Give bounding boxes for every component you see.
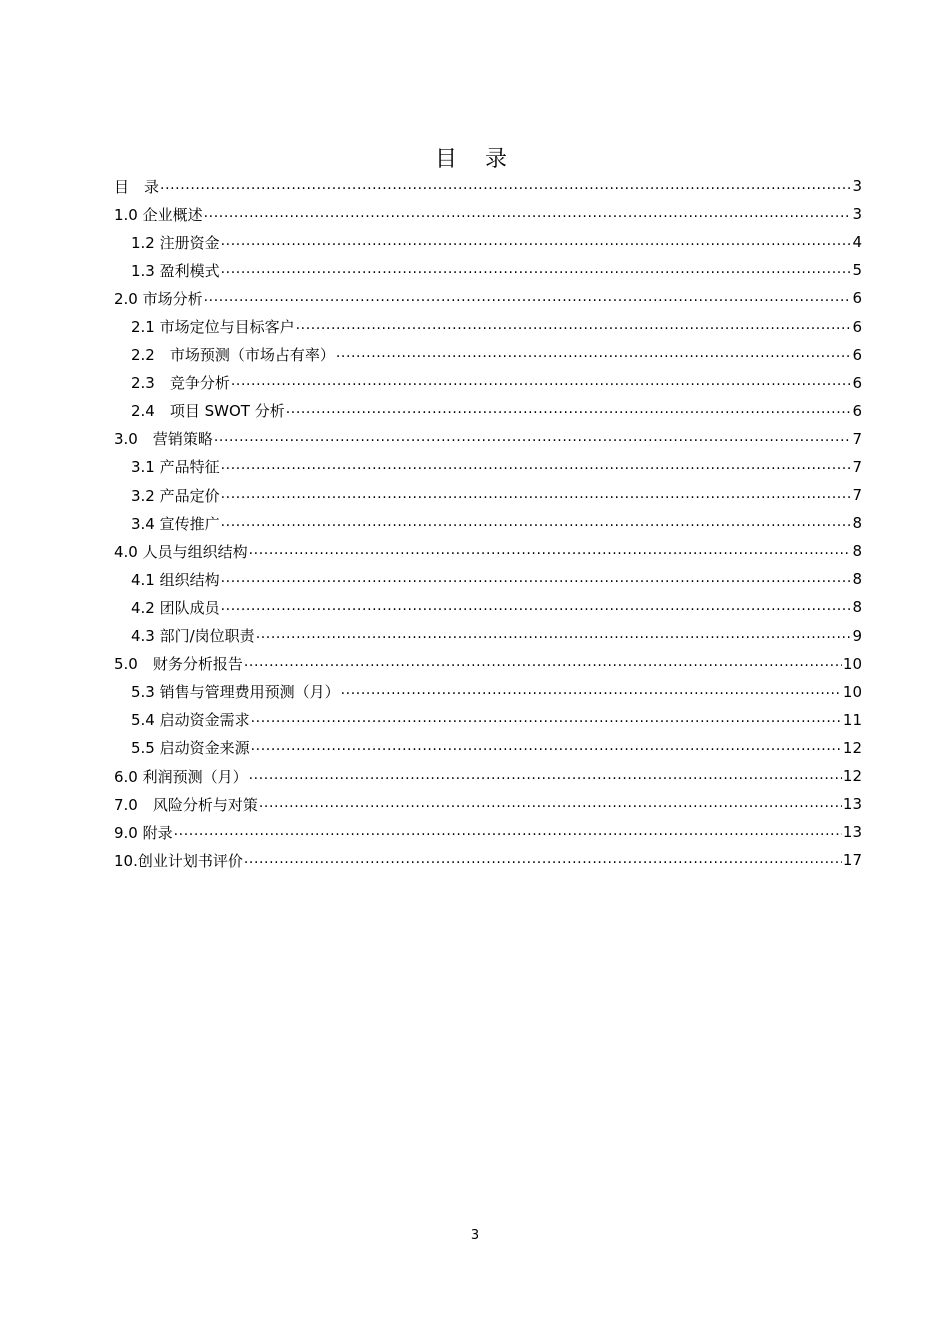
toc-entry-label: 1.0 企业概述: [114, 205, 203, 224]
toc-dot-leader: [286, 403, 852, 418]
toc-entry[interactable]: [114, 453, 862, 481]
toc-entry-page: 10: [842, 654, 862, 673]
toc-entry-label: 2.2 市场预测（市场占有率）: [131, 346, 335, 365]
toc-entry-label: 4.2 团队成员: [131, 598, 220, 617]
toc-entry-label: 3.4 宣传推广: [131, 514, 220, 533]
toc-dot-leader: [251, 740, 842, 755]
toc-entry-label: 10.创业计划书评价: [114, 851, 243, 870]
toc-dot-leader: [221, 600, 852, 615]
toc-dot-leader: [259, 797, 842, 812]
toc-dot-leader: [221, 235, 852, 250]
toc-entry[interactable]: [114, 678, 862, 706]
toc-dot-leader: [231, 375, 852, 390]
toc-dot-leader: [341, 684, 842, 699]
toc-entry-page: 10: [842, 682, 862, 701]
toc-entry[interactable]: [114, 706, 862, 734]
toc-dot-leader: [249, 769, 842, 784]
toc-entry-label: 6.0 利润预测（月）: [114, 767, 248, 786]
toc-entry-page: 7: [852, 486, 862, 505]
toc-entry[interactable]: [114, 341, 862, 369]
toc-entry[interactable]: [114, 762, 862, 790]
toc-entry[interactable]: [114, 397, 862, 425]
toc-entry-page: 6: [852, 401, 862, 420]
toc-entry[interactable]: [114, 818, 862, 846]
toc-dot-leader: [221, 572, 852, 587]
toc-entry-page: 5: [852, 261, 862, 280]
toc-entry-page: 3: [852, 177, 862, 196]
page-title: 目录: [434, 147, 535, 172]
toc-dot-leader: [221, 459, 852, 474]
toc-entry-page: 8: [852, 598, 862, 617]
toc-entry[interactable]: [114, 790, 862, 818]
toc-dot-leader: [251, 712, 842, 727]
toc-entry[interactable]: [114, 228, 862, 256]
table-of-contents: [114, 172, 862, 874]
toc-entry-page: 6: [852, 345, 862, 364]
toc-entry-page: 6: [852, 373, 862, 392]
toc-entry-label: 5.0 财务分析报告: [114, 655, 243, 674]
toc-dot-leader: [204, 291, 852, 306]
toc-entry-label: 3.2 产品定价: [131, 486, 220, 505]
toc-entry-label: 1.3 盈利模式: [131, 261, 220, 280]
toc-entry-label: 2.0 市场分析: [114, 289, 203, 308]
toc-entry-label: 4.1 组织结构: [131, 570, 220, 589]
toc-entry[interactable]: [114, 256, 862, 284]
toc-entry-label: 5.5 启动资金来源: [131, 739, 250, 758]
toc-dot-leader: [244, 656, 842, 671]
toc-entry-label: 2.4 项目 SWOT 分析: [131, 402, 285, 421]
toc-entry-label: 5.3 销售与管理费用预测（月）: [131, 683, 340, 702]
toc-entry-label: 3.0 营销策略: [114, 430, 213, 449]
toc-entry-label: 4.0 人员与组织结构: [114, 542, 248, 561]
toc-dot-leader: [296, 319, 852, 334]
toc-entry-page: 3: [852, 205, 862, 224]
toc-entry[interactable]: [114, 846, 862, 874]
toc-entry-label: 5.4 启动资金需求: [131, 711, 250, 730]
toc-entry[interactable]: [114, 369, 862, 397]
toc-entry-page: 4: [852, 233, 862, 252]
toc-dot-leader: [160, 179, 851, 194]
toc-entry-page: 7: [852, 429, 862, 448]
toc-entry-label: 4.3 部门/岗位职责: [131, 627, 255, 646]
toc-entry[interactable]: [114, 734, 862, 762]
toc-entry-label: 1.2 注册资金: [131, 233, 220, 252]
toc-entry-page: 13: [842, 823, 862, 842]
toc-entry[interactable]: [114, 622, 862, 650]
toc-dot-leader: [256, 628, 852, 643]
toc-entry-page: 17: [842, 851, 862, 870]
toc-entry[interactable]: [114, 312, 862, 340]
toc-dot-leader: [174, 825, 842, 840]
toc-dot-leader: [249, 544, 852, 559]
toc-entry[interactable]: [114, 284, 862, 312]
toc-entry[interactable]: [114, 172, 862, 200]
toc-entry-label: 目 录: [114, 177, 160, 196]
toc-entry[interactable]: [114, 593, 862, 621]
toc-dot-leader: [214, 431, 852, 446]
toc-entry-page: 9: [852, 626, 862, 645]
toc-entry-page: 7: [852, 457, 862, 476]
toc-entry-page: 6: [852, 317, 862, 336]
toc-dot-leader: [204, 207, 852, 222]
toc-entry-page: 8: [852, 542, 862, 561]
toc-entry-page: 13: [842, 795, 862, 814]
toc-entry-label: 2.1 市场定位与目标客户: [131, 318, 295, 337]
toc-entry[interactable]: [114, 650, 862, 678]
toc-entry[interactable]: [114, 509, 862, 537]
toc-entry-page: 11: [842, 710, 862, 729]
toc-entry[interactable]: [114, 537, 862, 565]
toc-dot-leader: [221, 516, 852, 531]
toc-entry[interactable]: [114, 200, 862, 228]
toc-entry-page: 6: [852, 289, 862, 308]
toc-entry-label: 3.1 产品特征: [131, 458, 220, 477]
toc-entry-label: 2.3 竞争分析: [131, 374, 230, 393]
toc-entry-page: 12: [842, 767, 862, 786]
toc-entry-label: 7.0 风险分析与对策: [114, 795, 258, 814]
toc-dot-leader: [221, 488, 852, 503]
toc-dot-leader: [244, 853, 842, 868]
page-number: 3: [470, 1228, 480, 1243]
toc-entry-label: 9.0 附录: [114, 823, 173, 842]
toc-dot-leader: [336, 347, 852, 362]
toc-dot-leader: [221, 263, 852, 278]
toc-entry[interactable]: [114, 481, 862, 509]
toc-entry-page: 8: [852, 570, 862, 589]
toc-entry-page: 8: [852, 514, 862, 533]
toc-entry[interactable]: [114, 425, 862, 453]
toc-entry[interactable]: [114, 565, 862, 593]
toc-entry-page: 12: [842, 738, 862, 757]
